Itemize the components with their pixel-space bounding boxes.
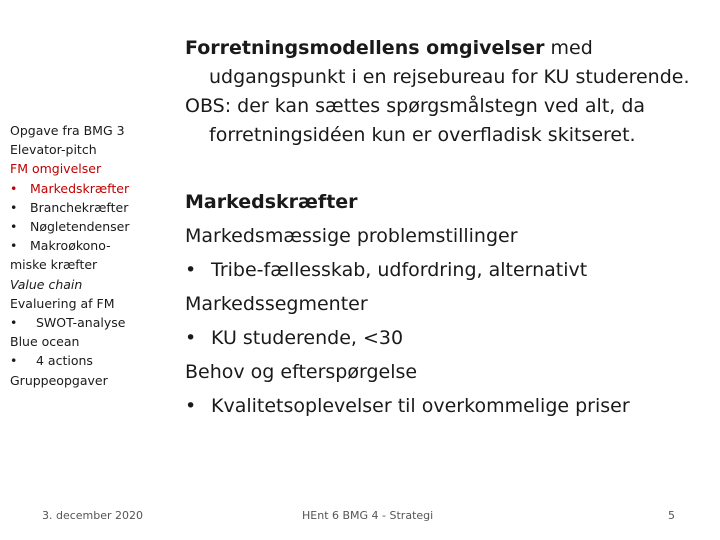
outline-item-elevator-pitch: Elevator-pitch bbox=[10, 142, 97, 158]
outline-subitem-label: Branchekræfter bbox=[30, 199, 129, 215]
outline-subitem-label: SWOT-analyse bbox=[36, 315, 126, 331]
outline-item-value-chain: Value chain bbox=[10, 276, 83, 292]
bullet-item-ku bbox=[185, 324, 713, 353]
section-title: Markedskræfter bbox=[185, 191, 358, 213]
bullet-icon: • bbox=[10, 199, 18, 215]
bullet-icon: • bbox=[185, 395, 197, 417]
outline-subitem-branchekraefter bbox=[10, 198, 170, 217]
subheading-markedssegmenter: Markedssegmenter bbox=[185, 293, 368, 315]
bullet-icon: • bbox=[10, 353, 18, 369]
bullet-item-tribe bbox=[185, 256, 713, 285]
outline-section-fm-omgivelser: FM omgivelser bbox=[10, 161, 102, 177]
outline-subitem-label: Nøgletendenser bbox=[30, 219, 130, 235]
outline-item-gruppeopgaver: Gruppeopgaver bbox=[10, 372, 108, 388]
outline-subitem-label: Markedskræfter bbox=[30, 180, 130, 196]
bullet-icon: • bbox=[185, 259, 197, 281]
subheading-behov: Behov og efterspørgelse bbox=[185, 361, 418, 383]
bullet-text: KU studerende, <30 bbox=[211, 327, 404, 349]
outline-subitem-markedskraefter bbox=[10, 179, 170, 198]
bullet-text: Kvalitetsoplevelser til overkommelige priser bbox=[211, 395, 630, 417]
outline-item-blue-ocean: Blue ocean bbox=[10, 334, 80, 350]
outline-subitem-4-actions bbox=[10, 351, 170, 370]
heading-bold-text: Forretningsmodellens omgivelser bbox=[185, 37, 545, 59]
outline-subitem-makrooekonomiske bbox=[10, 236, 170, 255]
outline-subitem-swot bbox=[10, 313, 170, 332]
bullet-icon: • bbox=[10, 180, 18, 196]
bullet-item-kvalitet bbox=[185, 392, 713, 421]
bullet-icon: • bbox=[10, 315, 18, 331]
sidebar-outline bbox=[10, 121, 170, 390]
market-forces-section bbox=[185, 188, 713, 421]
bullet-icon: • bbox=[10, 219, 18, 235]
footer-course: HEnt 6 BMG 4 - Strategi bbox=[302, 509, 434, 522]
outline-subitem-makrooekonomiske-cont: miske kræfter bbox=[10, 257, 98, 273]
bullet-icon: • bbox=[185, 327, 197, 349]
slide-number: 5 bbox=[668, 509, 675, 522]
slide-heading bbox=[185, 34, 713, 92]
obs-note: OBS: der kan sættes spørgsmålstegn ved alt, da forretningsidéen kun er overfladisk skitseret. bbox=[185, 95, 646, 146]
subheading-problemstillinger: Markedsmæssige problemstillinger bbox=[185, 225, 518, 247]
outline-item-assignment: Opgave fra BMG 3 bbox=[10, 123, 125, 138]
bullet-icon: • bbox=[10, 238, 18, 254]
outline-item-evaluering: Evaluering af FM bbox=[10, 295, 115, 311]
outline-subitem-label: 4 actions bbox=[36, 353, 93, 369]
outline-subitem-label: Makroøkono- bbox=[30, 238, 111, 254]
bullet-text: Tribe-fællesskab, udfordring, alternativt bbox=[211, 259, 588, 281]
footer-date: 3. december 2020 bbox=[42, 509, 144, 522]
slide-content bbox=[185, 34, 713, 426]
outline-subitem-noegletendenser bbox=[10, 217, 170, 236]
heading-rest-text: med udgangspunkt i en rejsebureau for KU studerende. bbox=[209, 37, 690, 88]
